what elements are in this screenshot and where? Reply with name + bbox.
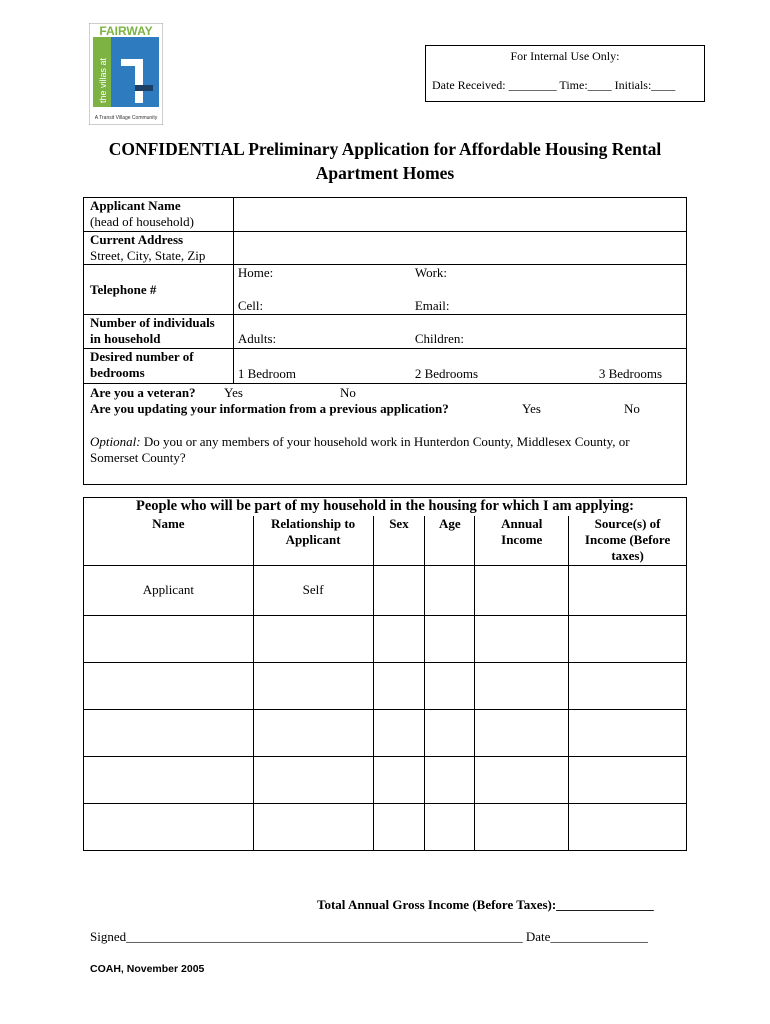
form-code: COAH, November 2005 xyxy=(90,963,205,975)
applicant-name-field[interactable] xyxy=(233,198,686,232)
applicant-info-table xyxy=(83,197,687,485)
table-cell[interactable] xyxy=(253,663,373,710)
applicant-name-label: Applicant Name xyxy=(90,198,181,213)
table-cell[interactable] xyxy=(84,663,254,710)
internal-use-heading: For Internal Use Only: xyxy=(510,49,620,63)
address-field[interactable] xyxy=(233,232,686,265)
email-field[interactable]: Email: xyxy=(414,298,450,313)
row-current-address xyxy=(84,232,687,265)
fairway-logo xyxy=(89,23,163,125)
table-cell[interactable] xyxy=(84,804,254,851)
bedrooms-options xyxy=(233,349,686,384)
row-bedrooms xyxy=(84,349,687,384)
household-heading: People who will be part of my household in the housing for which I am applying: xyxy=(84,498,687,516)
telephone-label-cell xyxy=(84,265,234,315)
home-phone-field[interactable]: Home: xyxy=(237,265,274,280)
bedrooms-label-2: bedrooms xyxy=(90,365,145,380)
address-sublabel: Street, City, State, Zip xyxy=(90,248,206,263)
table-cell[interactable] xyxy=(475,663,569,710)
table-cell[interactable] xyxy=(373,757,425,804)
household-heading-row xyxy=(84,498,687,516)
cell-phone-field[interactable]: Cell: xyxy=(237,298,264,313)
bedrooms-label-1: Desired number of xyxy=(90,349,194,364)
table-cell[interactable] xyxy=(373,616,425,663)
veteran-no-option[interactable]: No xyxy=(340,385,356,400)
table-cell[interactable] xyxy=(425,566,475,616)
applicant-name-cell[interactable]: Applicant xyxy=(84,566,254,616)
optional-label: Optional: xyxy=(90,434,141,449)
applicant-relationship-cell[interactable]: Self xyxy=(253,566,373,616)
table-cell[interactable] xyxy=(425,616,475,663)
table-row xyxy=(84,566,687,616)
logo-subtitle: the villas at xyxy=(98,57,108,103)
table-cell[interactable] xyxy=(253,757,373,804)
col-sources-label-3: taxes) xyxy=(611,547,644,563)
fairway-logo-graphic xyxy=(89,23,163,125)
col-income-sources xyxy=(569,516,687,566)
logo-tagline: A Transit Village Community xyxy=(94,115,158,121)
col-name-label: Name xyxy=(152,515,185,531)
address-label: Current Address xyxy=(90,232,184,247)
table-row xyxy=(84,663,687,710)
col-name xyxy=(84,516,254,566)
table-cell[interactable] xyxy=(569,566,687,616)
table-cell[interactable] xyxy=(425,804,475,851)
adults-field[interactable]: Adults: xyxy=(237,331,277,346)
title-line-1: CONFIDENTIAL Preliminary Application for Affordable Housing Rental xyxy=(108,139,662,159)
col-relationship-label-2: Applicant xyxy=(285,531,341,547)
table-cell[interactable] xyxy=(569,710,687,757)
updating-question: Are you updating your information from a previous application? xyxy=(90,401,449,416)
internal-use-line: Date Received: ________ Time:____ Initials:____ xyxy=(432,78,676,92)
applicant-name-sublabel: (head of household) xyxy=(90,214,194,229)
internal-use-box xyxy=(425,45,705,102)
telephone-label: Telephone # xyxy=(90,281,157,297)
col-income-label-1: Annual xyxy=(501,515,543,531)
updating-yes-option[interactable]: Yes xyxy=(522,401,541,416)
table-cell[interactable] xyxy=(84,710,254,757)
table-cell[interactable] xyxy=(373,710,425,757)
table-cell[interactable] xyxy=(373,566,425,616)
row-individuals xyxy=(84,315,687,349)
table-cell[interactable] xyxy=(425,663,475,710)
table-cell[interactable] xyxy=(253,616,373,663)
title-line-2: Apartment Homes xyxy=(315,163,455,183)
table-cell[interactable] xyxy=(475,616,569,663)
table-cell[interactable] xyxy=(475,710,569,757)
col-annual-income xyxy=(475,516,569,566)
col-relationship-label-1: Relationship to xyxy=(271,515,356,531)
table-row xyxy=(84,757,687,804)
bedrooms-label-cell xyxy=(84,349,234,384)
total-income-line[interactable]: Total Annual Gross Income (Before Taxes):_______________ xyxy=(317,897,654,912)
applicant-name-label-cell xyxy=(84,198,234,232)
signature-date-line[interactable]: Signed_____________________________________________________________ Date_______________ xyxy=(90,929,648,944)
page-title xyxy=(60,137,710,185)
household-table xyxy=(83,497,687,851)
table-cell[interactable] xyxy=(373,663,425,710)
individuals-fields xyxy=(233,315,686,349)
col-relationship xyxy=(253,516,373,566)
veteran-yes-option[interactable]: Yes xyxy=(224,385,243,400)
col-sources-label-2: Income (Before xyxy=(584,531,671,547)
individuals-label-2: in household xyxy=(90,331,161,346)
table-cell[interactable] xyxy=(475,804,569,851)
bedroom-option-1[interactable]: 1 Bedroom xyxy=(237,366,296,381)
table-cell[interactable] xyxy=(425,757,475,804)
table-cell[interactable] xyxy=(373,804,425,851)
household-header-row xyxy=(84,516,687,566)
address-label-cell xyxy=(84,232,234,265)
optional-text-1: Do you or any members of your household work in Hunterdon County, Middlesex County, or xyxy=(140,434,630,449)
col-income-label-2: Income xyxy=(501,531,543,547)
optional-text-2: Somerset County? xyxy=(90,450,186,465)
table-row xyxy=(84,710,687,757)
logo-brand: FAIRWAY xyxy=(99,24,153,38)
row-applicant-name xyxy=(84,198,687,232)
col-age-label: Age xyxy=(439,515,461,531)
table-cell[interactable] xyxy=(569,663,687,710)
row-questions xyxy=(84,384,687,485)
table-cell[interactable] xyxy=(253,710,373,757)
veteran-question: Are you a veteran? xyxy=(90,385,196,400)
row-telephone xyxy=(84,265,687,315)
col-age xyxy=(425,516,475,566)
table-cell[interactable] xyxy=(475,757,569,804)
children-field[interactable]: Children: xyxy=(414,331,464,346)
telephone-fields xyxy=(233,265,686,315)
table-row xyxy=(84,804,687,851)
individuals-label-cell xyxy=(84,315,234,349)
bedroom-option-2[interactable]: 2 Bedrooms xyxy=(414,366,479,381)
table-cell[interactable] xyxy=(84,616,254,663)
bedroom-option-3[interactable]: 3 Bedrooms xyxy=(598,366,663,381)
table-cell[interactable] xyxy=(84,757,254,804)
table-cell[interactable] xyxy=(253,804,373,851)
table-row xyxy=(84,616,687,663)
table-cell[interactable] xyxy=(425,710,475,757)
table-cell[interactable] xyxy=(569,616,687,663)
col-sex-label: Sex xyxy=(389,515,409,531)
table-cell[interactable] xyxy=(475,566,569,616)
work-phone-field[interactable]: Work: xyxy=(414,265,448,280)
col-sources-label-1: Source(s) of xyxy=(594,515,661,531)
optional-question xyxy=(90,434,680,466)
individuals-label-1: Number of individuals xyxy=(90,315,215,330)
table-cell[interactable] xyxy=(569,757,687,804)
col-sex xyxy=(373,516,425,566)
table-cell[interactable] xyxy=(569,804,687,851)
questions-cell xyxy=(84,384,687,485)
updating-no-option[interactable]: No xyxy=(624,401,640,416)
